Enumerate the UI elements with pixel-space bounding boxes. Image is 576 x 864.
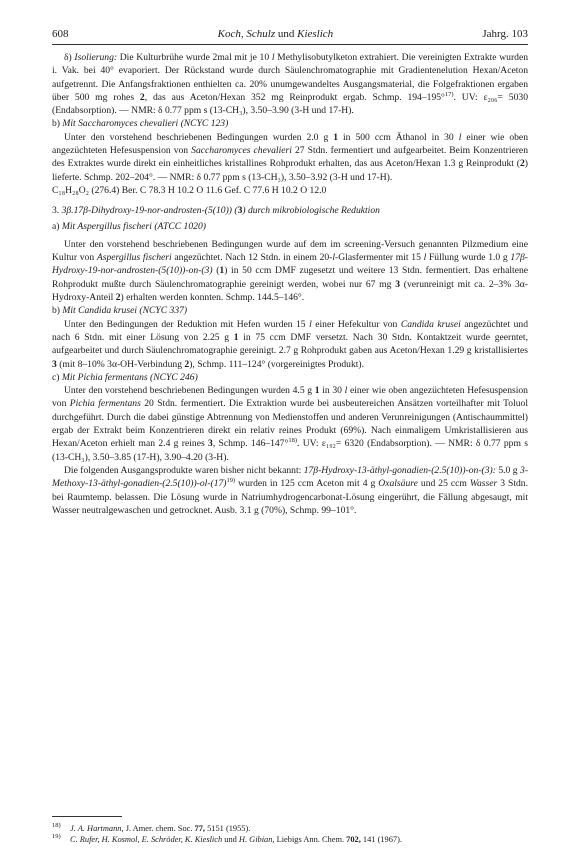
- page-number: 608: [52, 28, 69, 40]
- unit: l: [423, 252, 427, 264]
- authors-part2: Kieslich: [297, 28, 334, 40]
- text: einer wie oben angezüchteten Hefesuspension von: [52, 385, 528, 410]
- text: Füllung wurde 1.0 g: [426, 252, 511, 264]
- footnote-number: 19): [52, 833, 61, 841]
- unit: l: [344, 385, 348, 397]
- text: (mit 8–10% 3α-OH-Verbindung: [56, 358, 185, 370]
- heading-text: Mit Aspergillus fischeri (ATCC 1020): [61, 220, 206, 232]
- compound-ref: 1: [233, 331, 239, 343]
- heading-text: Mit Pichia fermentans (NCYC 246): [61, 371, 198, 383]
- subheading-candida: [52, 304, 528, 317]
- footnote-volume: 77,: [194, 824, 206, 833]
- footnote-ref: 19): [226, 477, 236, 485]
- organism-name: Saccharomyces chevalieri: [191, 145, 292, 157]
- text: Unter den vorstehend beschriebenen Bedingungen wurden 2.0 g: [64, 131, 334, 143]
- footnote-number: 18): [52, 822, 61, 830]
- text: wurden in 125 ccm Aceton mit 4 g: [235, 478, 379, 490]
- compound-ref: 3: [208, 438, 213, 450]
- compound-name: 17β-Hydroxy-13-äthyl-gonadien-(2.5(10))-on-(3):: [303, 464, 496, 476]
- subheading-saccharomyces: [52, 117, 528, 130]
- text: -Glasfermenter mit 15: [335, 252, 424, 264]
- footnotes: [52, 816, 528, 845]
- text: ) in 50 ccm DMF zugesetzt und weitere 13 Stdn. fermentiert. Das erhaltene Rohprodukt mußte durch Säulenchromatographie gereinigt werden, wobei nur 67 mg: [52, 265, 529, 290]
- compound-ref: 2: [139, 91, 145, 103]
- label-italic: Isolierung:: [74, 52, 118, 63]
- section-title: 3β.17β-Dihydroxy-19-nor-androsten-(5(10)): [61, 205, 232, 217]
- text: Unter den Bedingungen der Reduktion mit Hefen wurden 15: [64, 318, 310, 330]
- text: Methylisobutylketon extrahiert. Die vereinigten Extrakte wurden i. Vak. bei 40° evaporiert. Der Rückstand wurde durch Säulenchromatographie mit Gradientenelution Hexan/Aceton aufgetrennt. Die Anfangsfraktionen enthielten ca. 20% unumgewandeltes Ausgangsmaterial, die Folgefraktionen ergaben über 500 mg rohes: [52, 52, 529, 103]
- authors-part1: Koch, Schulz: [217, 28, 276, 40]
- compound-ref: 2: [520, 158, 525, 170]
- compound-ref: 1: [314, 385, 320, 397]
- journal-year: Jahrg. 103: [482, 28, 528, 40]
- reagent-name: Wasser: [469, 478, 498, 490]
- compound-ref: 1: [219, 265, 225, 277]
- footnote-volume: 702,: [346, 835, 361, 844]
- text: Unter den vorstehend beschriebenen Bedingungen wurden 4.5 g: [64, 385, 315, 397]
- footnote-rule: [52, 816, 122, 817]
- footnote-text: J. Amer. chem. Soc.: [123, 824, 195, 833]
- elemental-analysis: C₁₈H₂₈O₂ (276.4) Ber. C 78.3 H 10.2 O 11.6 Gef. C 77.6 H 10.2 O 12.0: [52, 184, 327, 196]
- subheading-aspergillus: [52, 220, 528, 233]
- text: 20 Stdn. fermentiert. Die Extraktion wurde bei ausbeutereichen Ansätzen vorteilhafter mit Toluol durchgeführt. Durch die dabei günstige Abtrennung von Medienstoffen und anderen Verunreinigungen (Antischaummittel) ergab der Extrakt beim Konzentrieren direkt ein relativ reines Produkt (69%). Nach einmaligem Umkristallisieren aus Hexan/Aceton erhielt man 2.4 g reines: [52, 398, 528, 450]
- paragraph-ausgangsprodukte: [52, 464, 528, 517]
- text: Die Kulturbrühe wurde 2mal mit je 10: [117, 52, 272, 63]
- unit: l: [309, 318, 312, 330]
- page-header: [52, 28, 528, 45]
- organism-name: Aspergillus fischeri: [96, 252, 172, 264]
- compound-ref: 2: [184, 358, 190, 370]
- text: und 25 ccm: [417, 478, 470, 490]
- footnote-19: [52, 834, 528, 845]
- text: in 30: [319, 385, 345, 397]
- heading-prefix: b): [52, 118, 63, 130]
- compound-ref: 2: [115, 292, 121, 304]
- reagent-name: Oxalsäure: [378, 478, 418, 490]
- text: (verunreinigt mit ca. 2–3% 3α-Hydroxy-Anteil: [52, 278, 528, 304]
- footnote-text: und: [222, 835, 239, 844]
- footnote-authors: H. Gibian,: [238, 835, 275, 844]
- section-number: 3.: [52, 205, 62, 217]
- footnote-text: 141 (1967).: [360, 835, 402, 844]
- footnote-authors: C. Rufer, H. Kosmol, E. Schröder, K. Kieslich: [70, 835, 223, 844]
- compound-ref: 3: [395, 278, 400, 290]
- text: , Schmp. 146–147°: [212, 438, 289, 450]
- footnote-ref: 18): [288, 437, 297, 445]
- text: ), Schmp. 111–124° (vorgereinigtes Produkt).: [189, 358, 365, 370]
- article-body: [52, 51, 528, 517]
- text: . UV: ε₁₉₂= 6320 (Endabsorption). — NMR: δ 0.77 ppm s (13-CH₃), 3.50–3.85 (17-H), 3.90–4.20 (3-H).: [52, 438, 528, 463]
- paragraph-isolierung: [52, 51, 528, 117]
- section-heading-3: 3. 3β.17β-Dihydroxy-19-nor-androsten-(5(10)) (3) durch mikrobiologische Reduktion: [52, 205, 380, 217]
- footnote-text: Liebigs Ann. Chem.: [274, 835, 347, 844]
- label: δ): [64, 52, 75, 63]
- compound-name: 17β-Hydroxy-19-nor-androsten-(5(10))-on-(3): [52, 252, 528, 277]
- text: einer Hefekultur von: [311, 318, 401, 330]
- compound-name: 3-Methoxy-13-äthyl-gonadien-(2.5(10))-ol-(17): [52, 464, 529, 490]
- unit: l: [271, 52, 275, 63]
- text: . UV: ε₂₀₆= 5030 (Endabsorption). — NMR: δ 0.77 ppm s (13-CH₃), 3.50–3.90 (3-H und 17-H).: [52, 91, 528, 117]
- authors-and: und: [275, 28, 298, 40]
- heading-prefix: c): [52, 371, 62, 383]
- paragraph-saccharomyces: [52, 131, 528, 184]
- heading-prefix: a): [52, 220, 62, 232]
- unit: l: [458, 131, 462, 143]
- running-head-authors: [218, 28, 334, 40]
- section-title-suffix: durch mikrobiologische Reduktion: [245, 205, 380, 217]
- text: 27 Stdn. fermentiert und aufgearbeitet. Beim Konzentrieren des Extraktes wurde direkt ein einheitliches kristallines Rohprodukt erhalten, das aus Aceton/Hexan 1.3 g Reinprodukt (: [52, 145, 528, 170]
- text: (: [212, 265, 220, 277]
- compound-ref: 3: [237, 205, 243, 217]
- footnote-ref: 17): [444, 90, 454, 98]
- heading-text: Mit Candida krusei (NCYC 337): [62, 305, 188, 317]
- compound-ref: 1: [333, 131, 339, 143]
- text: angezüchtet und nach 6 Stdn. mit einer Lösung von 2.25 g: [52, 318, 528, 343]
- text: , das aus Aceton/Hexan 352 mg Reinprodukt ergab. Schmp. 194–195°: [144, 91, 445, 103]
- paragraph-pichia: [52, 384, 528, 464]
- organism-name: Pichia fermentans: [69, 398, 141, 410]
- compound-ref: 3: [52, 358, 57, 370]
- unit: l: [332, 252, 336, 264]
- heading-text: Mit Saccharomyces chevalieri (NCYC 123): [62, 118, 229, 130]
- footnote-18: [52, 823, 528, 834]
- text: ) erhalten werden konnten. Schmp. 144.5–146°.: [120, 292, 305, 304]
- text: 5.0 g: [495, 464, 521, 476]
- text: Unter den vorstehend beschriebenen Bedingungen wurde auf dem im screening-Versuch genannten Pilzmedium eine Kultur von: [52, 238, 528, 264]
- text: in 75 ccm DMF versetzt. Nach 30 Stdn. Kontaktzeit wurde geerntet, aufgearbeitet und durch Säulenchromatographie gereinigt. 2.7 g Rohprodukt gaben aus Aceton/Hexan 1.29 g kristallisiertes: [52, 331, 528, 357]
- text: angezüchtet. Nach 12 Stdn. in einem 20-: [171, 252, 333, 264]
- subheading-pichia: [52, 371, 528, 384]
- heading-prefix: b): [52, 305, 63, 317]
- organism-name: Candida krusei: [400, 318, 461, 330]
- text: einer wie oben angezüchteten Hefesuspension von: [52, 131, 528, 157]
- text: ) lieferte. Schmp. 202–204°. — NMR: δ 0.77 ppm s (13-CH₃), 3.50–3.92 (3-H und 17-H).: [52, 158, 528, 183]
- text: Die folgenden Ausgangsprodukte waren bisher nicht bekannt:: [64, 464, 304, 476]
- footnote-text: 5151 (1955).: [205, 824, 251, 833]
- paragraph-candida: [52, 318, 528, 371]
- footnote-authors: J. A. Hartmann,: [70, 824, 124, 833]
- text: 3 Stdn. bei Raumtemp. belassen. Die Lösung wurde in Natriumhydrogencarbonat-Lösung eingerührt, die Fällung abgesaugt, mit Wasser neutralgewaschen und getrocknet. Ausb. 3.1 g (70%), Schmp. 99–101°.: [52, 478, 528, 516]
- page: [52, 28, 528, 517]
- text: in 500 ccm Äthanol in 30: [338, 131, 459, 143]
- paragraph-aspergillus: [52, 238, 528, 304]
